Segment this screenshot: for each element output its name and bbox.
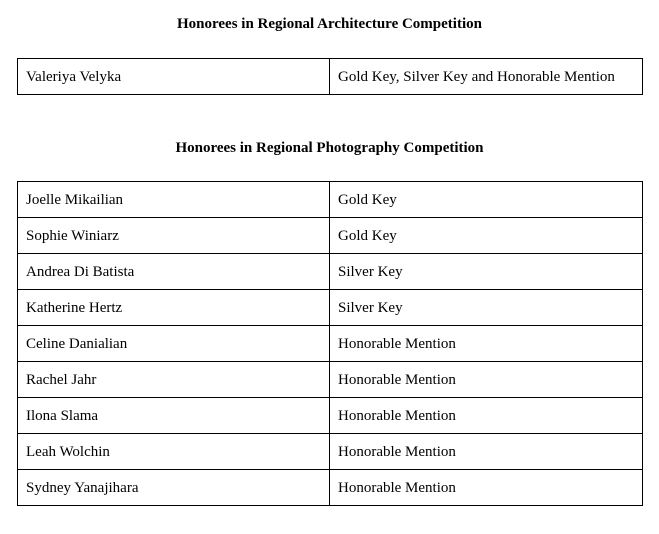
- table-row: [18, 182, 643, 218]
- honoree-name: Valeriya Velyka: [18, 59, 330, 95]
- table-row: [18, 434, 643, 470]
- honoree-award: Gold Key: [330, 182, 643, 218]
- architecture-honorees-table: [17, 58, 643, 95]
- honoree-name: Katherine Hertz: [18, 290, 330, 326]
- photography-section-title: Honorees in Regional Photography Competition: [175, 140, 484, 156]
- honoree-award: Honorable Mention: [330, 434, 643, 470]
- honoree-award: Gold Key, Silver Key and Honorable Mention: [330, 59, 643, 95]
- table-row: [18, 362, 643, 398]
- honoree-award: Honorable Mention: [330, 470, 643, 506]
- honoree-name: Sydney Yanajihara: [18, 470, 330, 506]
- table-row: [18, 290, 643, 326]
- table-row: [18, 254, 643, 290]
- honoree-name: Andrea Di Batista: [18, 254, 330, 290]
- honoree-name: Ilona Slama: [18, 398, 330, 434]
- table-row: [18, 326, 643, 362]
- table-row: [18, 398, 643, 434]
- architecture-section-title: Honorees in Regional Architecture Competition: [177, 16, 482, 32]
- photography-honorees-table: [17, 181, 643, 506]
- table-row: [18, 470, 643, 506]
- honoree-award: Honorable Mention: [330, 398, 643, 434]
- table-row: [18, 59, 643, 95]
- honoree-award: Honorable Mention: [330, 326, 643, 362]
- honoree-name: Rachel Jahr: [18, 362, 330, 398]
- honoree-name: Sophie Winiarz: [18, 218, 330, 254]
- honoree-name: Celine Danialian: [18, 326, 330, 362]
- honoree-name: Joelle Mikailian: [18, 182, 330, 218]
- honoree-award: Silver Key: [330, 290, 643, 326]
- honoree-award: Gold Key: [330, 218, 643, 254]
- honoree-name: Leah Wolchin: [18, 434, 330, 470]
- table-row: [18, 218, 643, 254]
- honoree-award: Honorable Mention: [330, 362, 643, 398]
- honoree-award: Silver Key: [330, 254, 643, 290]
